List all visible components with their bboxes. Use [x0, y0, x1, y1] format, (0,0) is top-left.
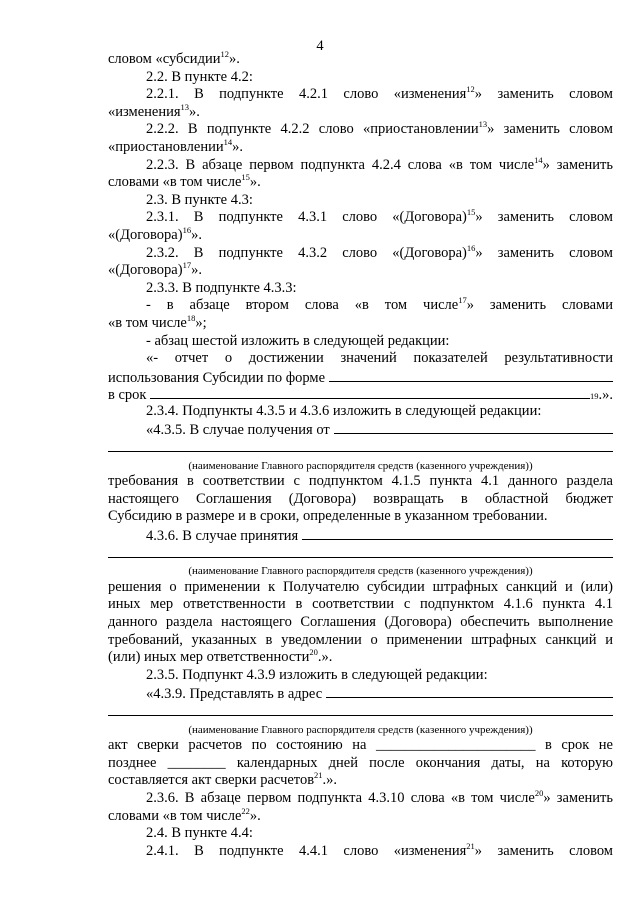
line-text: использования Субсидии по форме	[108, 369, 326, 386]
text-line	[108, 280, 613, 298]
text-line	[108, 544, 613, 562]
line-text-end: ».	[189, 103, 200, 120]
text-line	[108, 632, 613, 650]
footnote-ref: 22	[241, 805, 250, 816]
line-text: «4.3.5. В случае получения от	[146, 422, 330, 439]
text-line	[108, 702, 613, 720]
text-line	[108, 614, 613, 632]
text-line	[108, 508, 613, 526]
line-text: акт сверки расчетов по состоянию на ______________________ в срок не	[108, 737, 613, 754]
line-text-end: .».	[322, 772, 338, 789]
line-text: словами «в том числе	[108, 807, 242, 824]
line-text: - абзац шестой изложить в следующей редакции:	[146, 332, 450, 349]
text-line	[108, 262, 613, 280]
line-text: в срок	[108, 387, 147, 404]
text-line: в срок 19 .».	[108, 387, 613, 404]
document-body	[108, 51, 613, 860]
blank-fill-line	[302, 526, 613, 540]
line-text-end: » заменить	[542, 156, 613, 173]
text-line	[108, 297, 613, 315]
text-line	[108, 526, 613, 544]
line-text: «изменения	[108, 103, 181, 120]
text-line	[108, 350, 613, 368]
line-text: «в том числе	[108, 314, 187, 331]
line-text: Субсидию в размере и в сроки, определенные в указанном требовании.	[108, 508, 548, 525]
text-line	[108, 473, 613, 491]
footnote-ref: 13	[478, 119, 488, 130]
text-line	[108, 825, 613, 843]
line-text-end: »;	[195, 314, 207, 331]
line-text: «- отчет о достижении значений показателей результативности	[146, 350, 613, 367]
line-text-end: » заменить словами	[466, 297, 613, 314]
text-line	[108, 121, 613, 139]
line-text: данного раздела настоящего Соглашения (Договора) обеспечить выполнение	[108, 614, 613, 630]
line-text: 2.3. В пункте 4.3:	[146, 191, 253, 208]
text-line	[108, 438, 613, 456]
text-line	[108, 312, 613, 333]
line-text: иных мер ответственности в соответствии с подпунктом 4.1.6 пункта 4.1	[108, 596, 613, 613]
footnote-ref: 17	[182, 260, 192, 271]
line-text: 2.3.1. В подпункте 4.3.1 слово «(Договора)	[146, 209, 467, 226]
blank-fill-line	[334, 420, 613, 434]
line-text: 2.4.1. В подпункте 4.4.1 слово «изменения	[146, 842, 467, 859]
text-line	[108, 667, 613, 685]
field-caption: (наименование Главного распорядителя средств (казенного учреждения))	[188, 565, 533, 578]
text-line	[108, 579, 613, 597]
footnote-ref: 21	[466, 840, 475, 851]
text-line	[108, 224, 613, 245]
line-text-end: ».	[249, 174, 261, 191]
blank-fill-line	[108, 544, 613, 558]
footnote-ref: 15	[241, 172, 250, 183]
text-line	[108, 840, 613, 861]
footnote-ref: 17	[458, 295, 467, 306]
text-line	[108, 737, 613, 755]
line-text: словом «субсидии	[108, 51, 221, 67]
blank-fill-line	[329, 368, 613, 382]
text-line	[108, 755, 613, 773]
line-text: требования в соответствии с подпунктом 4.1.5 пункта 4.1 данного раздела	[108, 473, 613, 490]
text-line	[108, 403, 613, 421]
line-text-end: .».	[598, 387, 613, 404]
line-text: решения о применении к Получателю субсидии штрафных санкций и (или)	[108, 578, 613, 595]
text-line	[108, 174, 613, 192]
footnote-ref: 12	[466, 84, 475, 95]
footnote-ref: 21	[314, 770, 323, 781]
footnote-ref: 16	[182, 224, 192, 235]
footnote-ref: 15	[466, 207, 476, 218]
text-line	[108, 154, 613, 175]
page-number: 4	[316, 38, 324, 54]
line-text: 2.3.4. Подпункты 4.3.5 и 4.3.6 изложить в следующей редакции:	[146, 402, 542, 419]
text-line	[108, 684, 613, 702]
footnote-ref: 12	[220, 49, 229, 59]
text-line	[108, 596, 613, 614]
blank-fill-line	[108, 438, 613, 452]
footnote-ref: 14	[534, 154, 543, 165]
line-text: «приостановлении	[108, 138, 224, 155]
blank-fill-line	[326, 684, 613, 698]
line-text: «(Договора)	[108, 226, 183, 243]
line-text-end: » заменить словом	[475, 244, 613, 261]
line-text: 2.3.5. Подпункт 4.3.9 изложить в следующей редакции:	[146, 666, 488, 683]
line-text: 2.2.3. В абзаце первом подпункта 4.2.4 слова «в том числе	[146, 156, 535, 173]
line-text: позднее ________ календарных дней после окончания даты, на которую	[108, 754, 613, 771]
text-line	[108, 101, 613, 122]
line-text-end: ».	[249, 807, 261, 824]
text-line	[108, 649, 613, 667]
line-text: составляется акт сверки расчетов	[108, 772, 315, 789]
line-text: требований, указанных в уведомлении о применении штрафных санкций и	[108, 631, 613, 648]
line-text-end: » заменить словом	[475, 209, 613, 226]
line-text-end: ».	[232, 138, 244, 155]
footnote-ref: 16	[466, 242, 476, 253]
line-text: «4.3.9. Представлять в адрес	[146, 686, 323, 703]
text-line	[108, 333, 613, 351]
footnote-ref: 18	[186, 312, 196, 323]
line-text: 2.3.6. В абзаце первом подпункта 4.3.10 слова «в том числе	[146, 789, 535, 806]
text-line	[108, 69, 613, 87]
blank-fill-line	[108, 702, 613, 716]
line-text-end: ».	[191, 262, 202, 279]
line-text-end: » заменить словом	[474, 842, 613, 859]
line-text: 2.3.2. В подпункте 4.3.2 слово «(Договора)	[146, 244, 467, 261]
text-line	[108, 420, 613, 438]
field-caption: (наименование Главного распорядителя средств (казенного учреждения))	[188, 723, 533, 736]
footnote-ref: 14	[223, 136, 233, 147]
field-caption: (наименование Главного распорядителя средств (казенного учреждения))	[188, 459, 533, 472]
text-line	[108, 192, 613, 210]
line-text: 2.3.3. В подпункте 4.3.3:	[146, 279, 297, 296]
line-text: словами «в том числе	[108, 174, 242, 191]
text-line	[108, 787, 613, 808]
footnote-ref: 20	[309, 647, 318, 658]
line-text-end: ».	[191, 226, 202, 243]
line-text-end: .».	[317, 649, 333, 666]
text-line	[108, 491, 613, 509]
line-text-end: » заменить словом	[474, 86, 613, 103]
line-text: 2.2.1. В подпункте 4.2.1 слово «изменения	[146, 86, 467, 103]
line-text: «(Договора)	[108, 262, 183, 279]
line-text: (или) иных мер ответственности	[108, 649, 310, 666]
text-line	[108, 51, 613, 69]
line-text-end: » заменить	[543, 789, 613, 806]
line-text: - в абзаце втором слова «в том числе	[146, 297, 459, 314]
text-line	[108, 805, 613, 826]
footnote-ref: 13	[180, 101, 190, 112]
footnote-ref: 20	[534, 787, 544, 798]
text-line	[108, 368, 613, 386]
line-text: 4.3.6. В случае принятия	[146, 528, 299, 545]
line-text-end: ».	[228, 51, 240, 67]
blank-fill-line	[150, 385, 590, 399]
line-text: 2.4. В пункте 4.4:	[146, 825, 253, 842]
line-text: 2.2. В пункте 4.2:	[146, 68, 253, 85]
line-text: 2.2.2. В подпункте 4.2.2 слово «приостановлении	[146, 121, 479, 138]
line-text: настоящего Соглашения (Договора) возвращать в областной бюджет	[108, 490, 613, 507]
line-text-end: » заменить словом	[487, 121, 613, 138]
